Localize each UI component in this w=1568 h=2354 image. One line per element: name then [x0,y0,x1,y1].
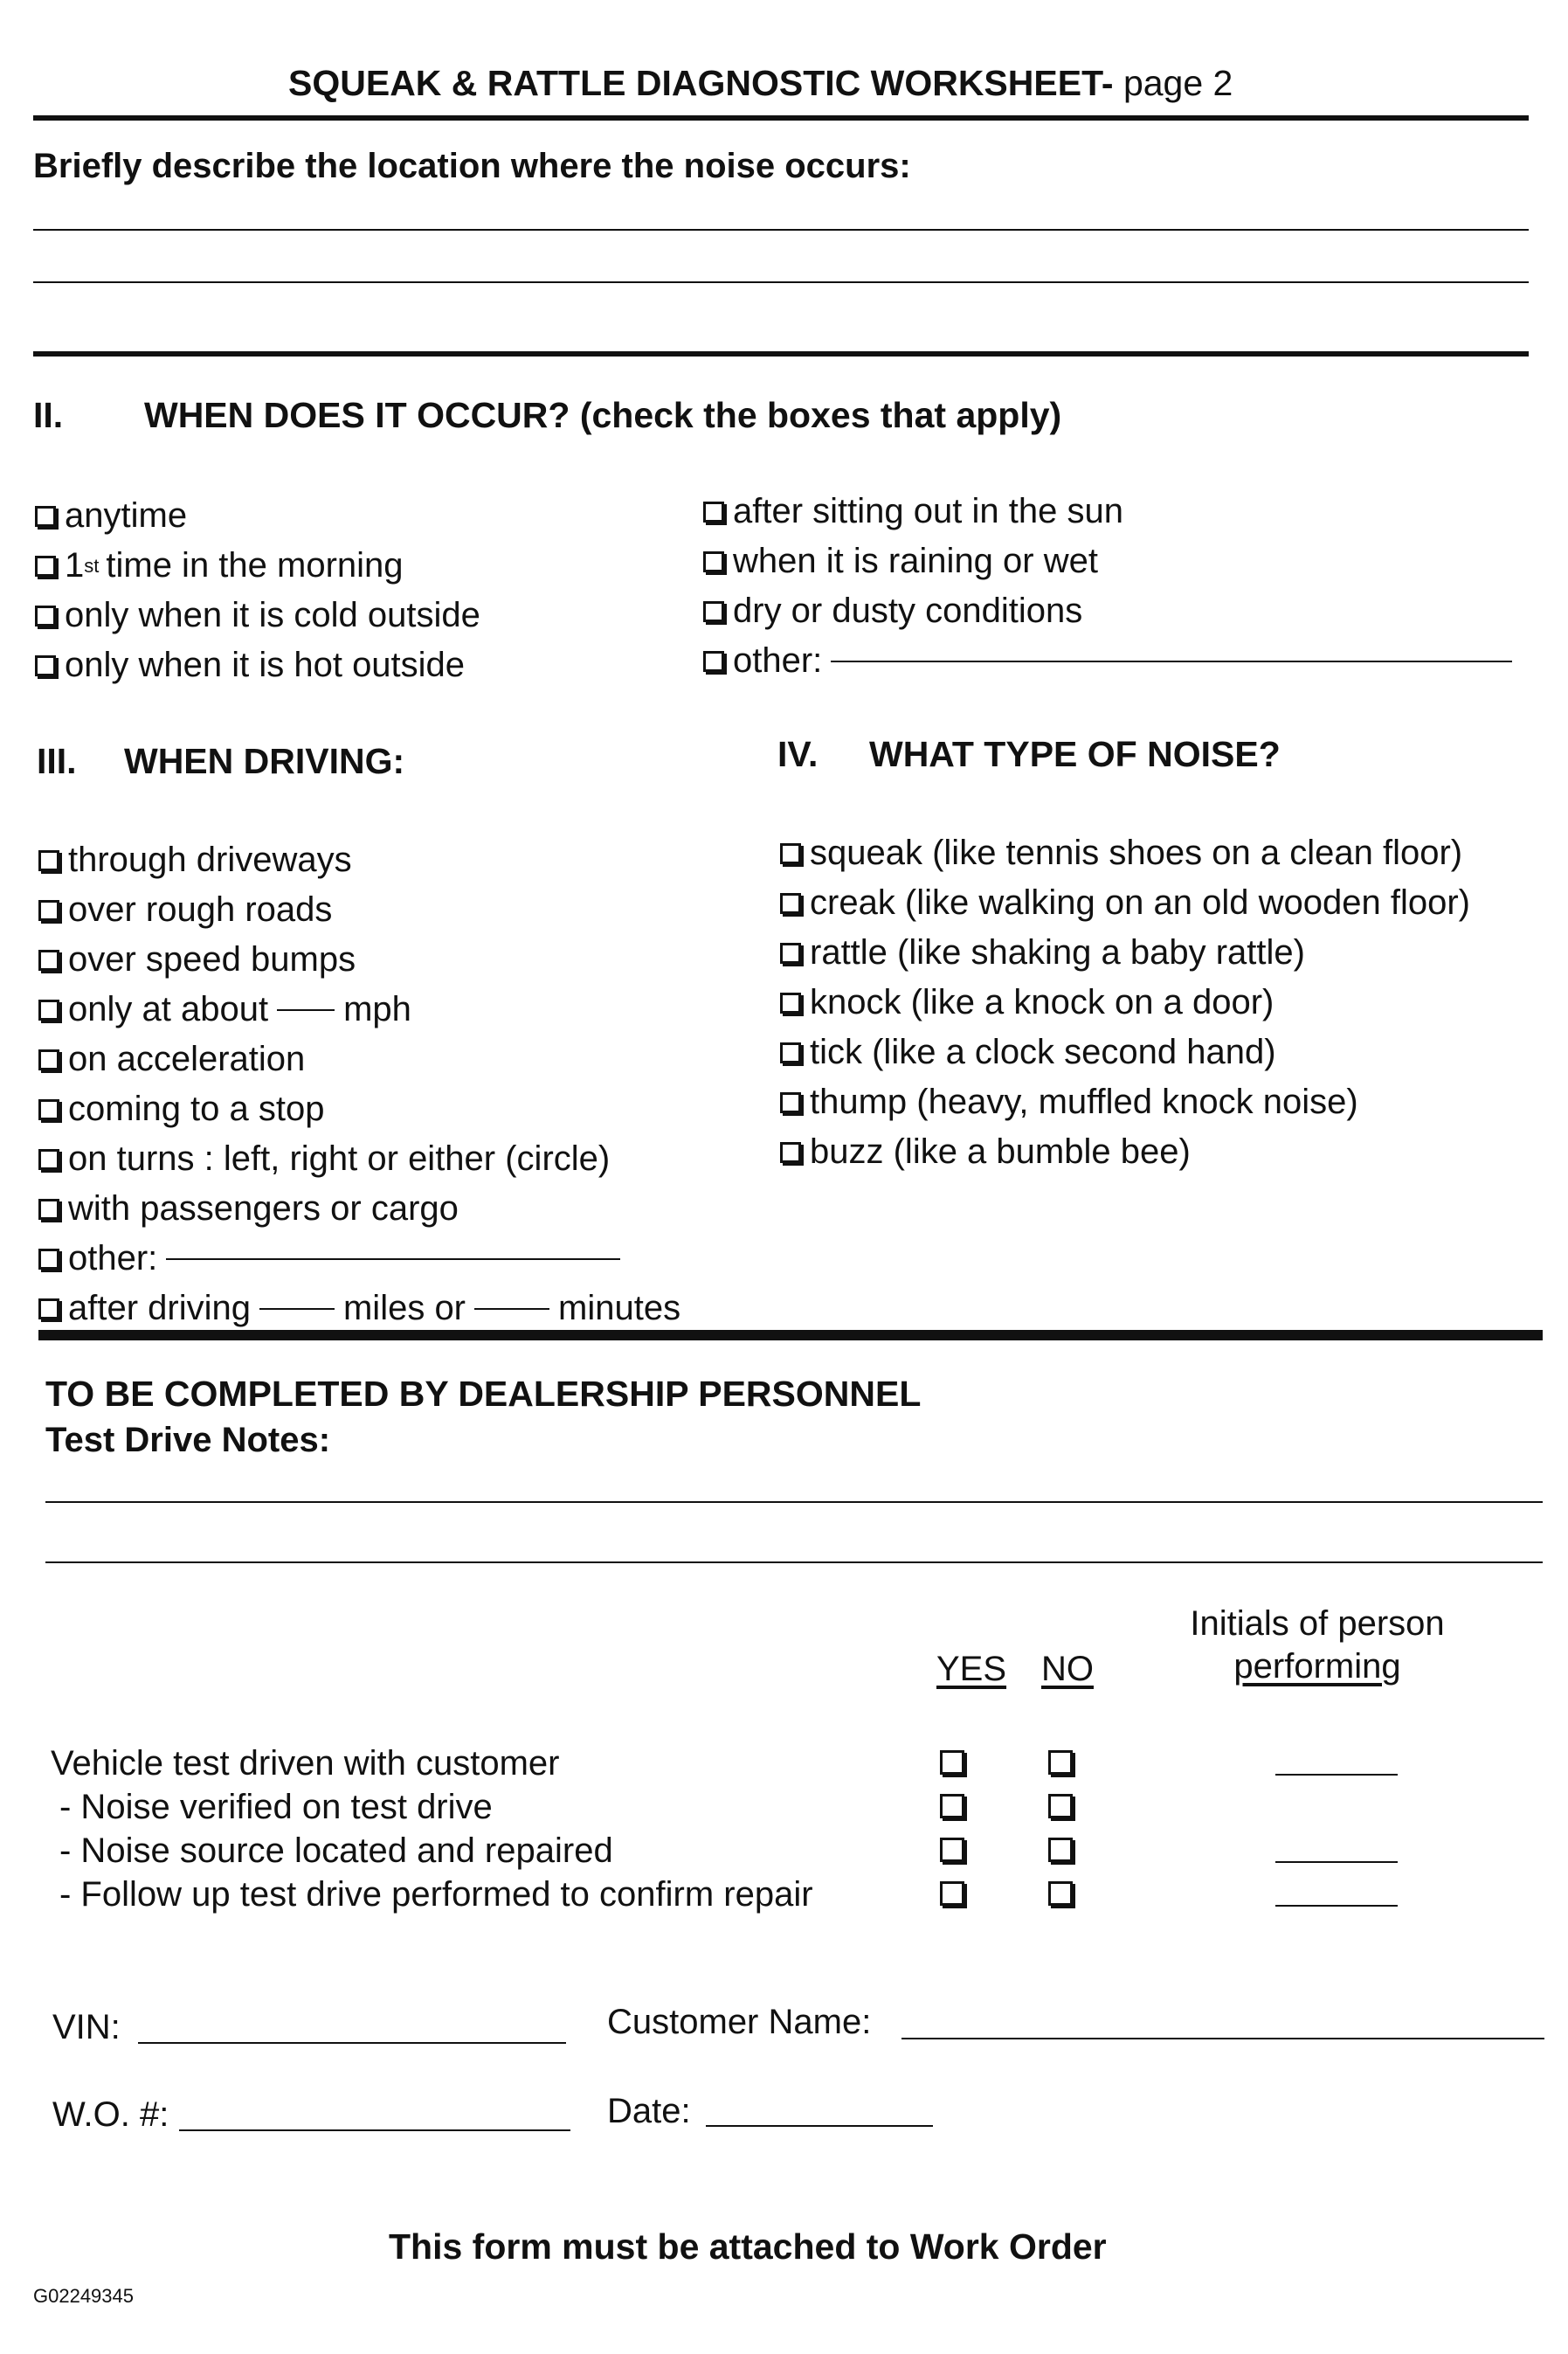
checkbox[interactable] [35,556,56,577]
checkbox-knock[interactable]: knock (like a knock on a door) [780,983,1274,1022]
divider [33,351,1529,357]
checkbox[interactable] [38,1199,59,1220]
checkbox[interactable] [780,1042,801,1063]
checkbox[interactable] [38,1149,59,1170]
customer-name-label: Customer Name: [607,2003,872,2041]
form-code: G02249345 [33,2285,134,2307]
divider-heavy [38,1330,1543,1340]
checkbox[interactable] [38,900,59,921]
checkbox[interactable] [38,1099,59,1120]
attach-note: This form must be attached to Work Order [389,2226,1107,2267]
checkbox[interactable] [35,606,56,627]
yes-checkbox-3[interactable] [940,1838,964,1862]
yes-checkbox-1[interactable] [940,1750,964,1775]
checkbox[interactable] [780,893,801,914]
location-line-1[interactable] [33,229,1529,231]
checkbox-dry-dusty[interactable]: dry or dusty conditions [703,592,1082,631]
yes-header: YES [936,1650,1007,1688]
no-checkbox-1[interactable] [1048,1750,1073,1775]
yes-checkbox-2[interactable] [940,1794,964,1818]
checkbox-coming-to-stop[interactable]: coming to a stop [38,1090,325,1129]
no-checkbox-4[interactable] [1048,1881,1073,1906]
yes-checkbox-4[interactable] [940,1881,964,1906]
checkbox-passengers-cargo[interactable]: with passengers or cargo [38,1189,459,1229]
checkbox-cold-outside[interactable]: only when it is cold outside [35,596,480,635]
section-3-heading: WHEN DRIVING: [124,741,405,781]
checkbox[interactable] [703,651,724,672]
checkbox-hot-outside[interactable]: only when it is hot outside [35,646,465,685]
checkbox[interactable] [780,943,801,964]
section-2-heading: WHEN DOES IT OCCUR? (check the boxes that apply) [144,395,1062,435]
section-4-numeral: IV. [777,734,819,774]
checkbox-only-at-mph[interactable]: only at about mph [38,990,411,1029]
checkbox-after-driving[interactable]: after driving miles or minutes [38,1289,680,1328]
checkbox[interactable] [703,601,724,622]
checkbox[interactable] [703,502,724,523]
minutes-blank[interactable] [474,1307,549,1310]
checkbox-sitting-in-sun[interactable]: after sitting out in the sun [703,492,1123,531]
checkbox[interactable] [38,1049,59,1070]
checkbox[interactable] [38,1298,59,1319]
date-label: Date: [607,2092,691,2130]
checkbox-driveways[interactable]: through driveways [38,841,352,880]
no-checkbox-3[interactable] [1048,1838,1073,1862]
checkbox[interactable] [780,843,801,864]
divider [33,115,1529,121]
notes-line-2[interactable] [45,1561,1543,1563]
checkbox[interactable] [780,1142,801,1163]
checkbox-rattle[interactable]: rattle (like shaking a baby rattle) [780,933,1305,973]
checkbox[interactable] [780,1092,801,1113]
wo-label: W.O. #: [52,2095,169,2134]
location-prompt: Briefly describe the location where the noise occurs: [33,147,911,185]
checkbox-other-driving[interactable]: other: [38,1239,629,1278]
checkbox-buzz[interactable]: buzz (like a bumble bee) [780,1132,1191,1172]
test-drive-notes-label: Test Drive Notes: [45,1421,331,1459]
location-line-2[interactable] [33,281,1529,283]
vin-label: VIN: [52,2008,121,2046]
checkbox-creak[interactable]: creak (like walking on an old wooden floor) [780,883,1470,923]
checkbox[interactable] [38,950,59,971]
checkbox[interactable] [780,993,801,1014]
checkbox-raining-wet[interactable]: when it is raining or wet [703,542,1098,581]
customer-name-field[interactable] [901,2038,1544,2039]
no-checkbox-2[interactable] [1048,1794,1073,1818]
initials-line-1[interactable] [1275,1774,1398,1776]
dealer-heading: TO BE COMPLETED BY DEALERSHIP PERSONNEL [45,1374,922,1414]
checkbox-speed-bumps[interactable]: over speed bumps [38,940,356,980]
checkbox-tick[interactable]: tick (like a clock second hand) [780,1033,1276,1072]
vin-field[interactable] [138,2042,566,2044]
checkbox-thump[interactable]: thump (heavy, muffled knock noise) [780,1083,1358,1122]
checkbox-rough-roads[interactable]: over rough roads [38,890,332,930]
mph-blank[interactable] [277,1008,335,1011]
date-field[interactable] [706,2125,933,2127]
row-noise-repaired: - Noise source located and repaired [59,1831,613,1870]
row-follow-up: - Follow up test drive performed to confirm repair [59,1875,813,1914]
section-4-heading: WHAT TYPE OF NOISE? [869,734,1281,774]
section-2-numeral: II. [33,395,64,435]
section-3-numeral: III. [37,741,77,781]
title-main: SQUEAK & RATTLE DIAGNOSTIC WORKSHEET- [288,63,1114,103]
other-driving-blank[interactable] [166,1257,620,1260]
checkbox-on-turns[interactable]: on turns : left, right or either (circle) [38,1139,610,1179]
miles-blank[interactable] [259,1307,335,1310]
wo-field[interactable] [179,2129,570,2131]
other-occur-blank[interactable] [831,660,1512,662]
checkbox-other-occur[interactable]: other: [703,641,1521,681]
initials-line-3[interactable] [1275,1861,1398,1863]
row-noise-verified: - Noise verified on test drive [59,1788,493,1826]
no-header: NO [1041,1650,1094,1688]
worksheet-title [288,63,1233,104]
notes-line-1[interactable] [45,1501,1543,1503]
page-number: page 2 [1122,63,1233,103]
checkbox[interactable] [35,506,56,527]
row-test-driven: Vehicle test driven with customer [51,1744,560,1783]
checkbox[interactable] [38,850,59,871]
checkbox-first-time-morning[interactable]: 1 st time in the morning [35,546,404,585]
initials-line-4[interactable] [1275,1905,1398,1907]
checkbox-anytime[interactable]: anytime [35,496,187,536]
checkbox[interactable] [703,551,724,572]
initials-header: Initials of person performing [1190,1604,1445,1686]
checkbox[interactable] [35,655,56,676]
checkbox-acceleration[interactable]: on acceleration [38,1040,305,1079]
checkbox-squeak[interactable]: squeak (like tennis shoes on a clean floor) [780,834,1462,873]
checkbox[interactable] [38,1249,59,1270]
checkbox[interactable] [38,1000,59,1021]
